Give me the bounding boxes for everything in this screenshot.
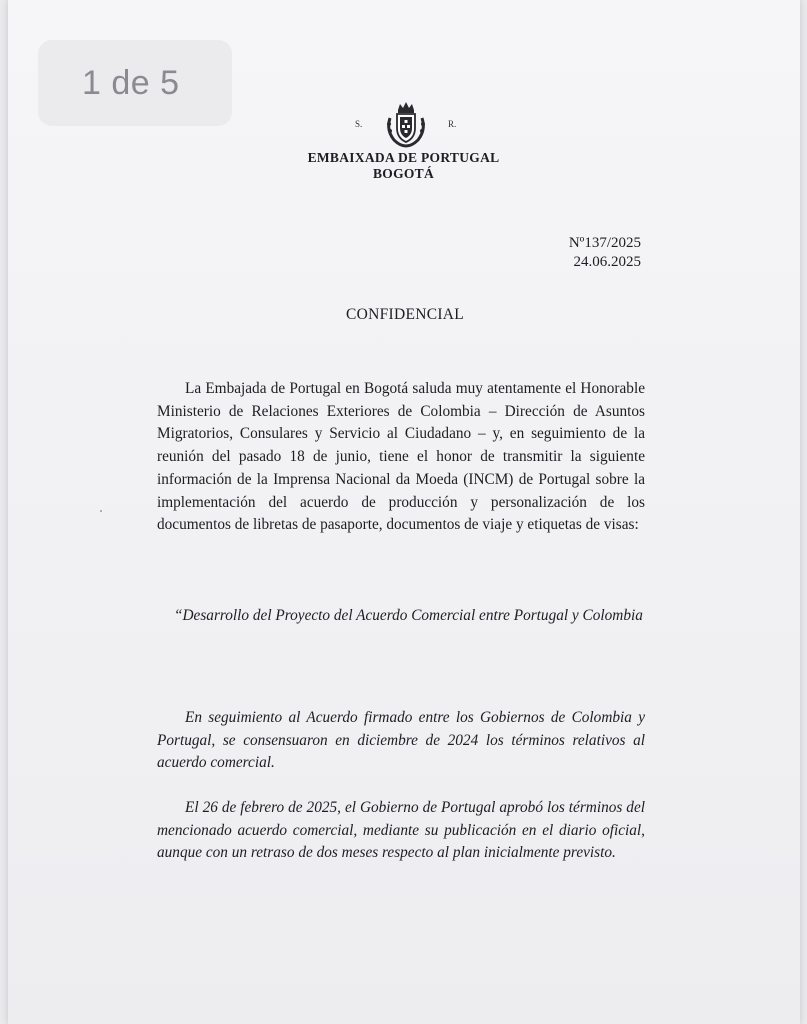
reference-date: 24.06.2025 [573,254,641,270]
classification-label: CONFIDENCIAL [345,306,465,323]
body-paragraph-agreement: En seguimiento al Acuerdo firmado entre los Gobiernos de Colombia y Portugal, se consensuaron en diciembre de 2024 los términos relativos al acuerdo comercial. [157,709,645,772]
quoted-section-title: “Desarrollo del Proyecto del Acuerdo Comercial entre Portugal y Colombia [174,607,643,624]
paper-mark [100,510,102,512]
coat-of-arms-icon [380,100,432,148]
embassy-city: BOGOTÁ [372,166,435,181]
page-counter-badge: 1 de 5 [38,40,232,126]
reference-number: Nº137/2025 [568,235,641,251]
body-paragraph-intro: La Embajada de Portugal en Bogotá saluda muy atentamente el Honorable Ministerio de Relaciones Exteriores de Colombia – Dirección de Asuntos Migratorios, Consulares y Servicio al Ciudadano – y, en seguimiento de la reunión del pasado 18 de junio, tiene el honor de transmitir la siguiente información de la Imprensa Nacional da Moeda (INCM) de Portugal sobre la implementación del acuerdo de producción y personalización de los documentos de libretas de pasaporte, documentos de viaje y etiquetas de visas: [157,380,645,534]
embassy-name: EMBAIXADA DE PORTUGAL [307,150,500,165]
body-paragraph-approval: El 26 de febrero de 2025, el Gobierno de Portugal aprobó los términos del mencionado acuerdo comercial, mediante su publicación en el diario oficial, aunque con un retraso de dos meses respecto al plan inicialmente previsto. [157,799,645,862]
crest-right-letter: R. [448,119,457,129]
crest-left-letter: S. [355,119,363,129]
